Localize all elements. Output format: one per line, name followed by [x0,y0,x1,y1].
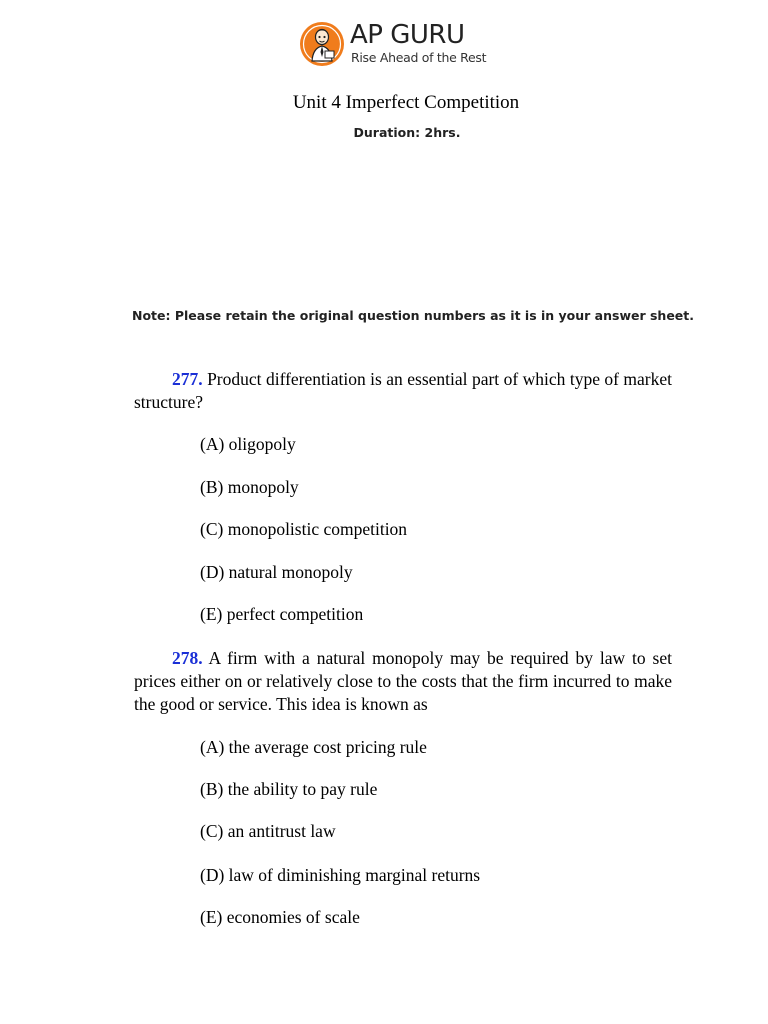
question-number: 277. [172,369,203,389]
option-a: (A) the average cost pricing rule [200,737,427,757]
question-text: A firm with a natural monopoly may be required by law to set prices either on or relatively close to the costs that the firm incurred to make the good or service. This idea is known as [134,648,672,714]
option-b: (B) the ability to pay rule [200,779,378,799]
option-c: (C) an antitrust law [200,821,336,841]
option-e: (E) economies of scale [200,907,360,927]
logo-name: AP GURU [350,20,465,50]
option-b: (B) monopoly [200,477,299,497]
option-d: (D) law of diminishing marginal returns [200,865,481,885]
question-277 [134,368,672,414]
page-title: Unit 4 Imperfect Competition [292,92,520,113]
option-d: (D) natural monopoly [200,562,353,582]
instruction-note: Note: Please retain the original question numbers as it is in your answer sheet. [131,308,695,323]
option-c: (C) monopolistic competition [200,519,408,539]
option-a: (A) oligopoly [200,434,296,454]
teacher-mascot-icon [299,21,345,67]
duration-label: Duration: 2hrs. [353,125,461,140]
question-number: 278. [172,648,203,668]
option-e: (E) perfect competition [200,604,364,624]
question-278 [134,647,672,716]
question-text: Product differentiation is an essential part of which type of market structure? [134,369,673,412]
ap-guru-logo [299,18,499,70]
logo-tagline: Rise Ahead of the Rest [351,50,487,65]
